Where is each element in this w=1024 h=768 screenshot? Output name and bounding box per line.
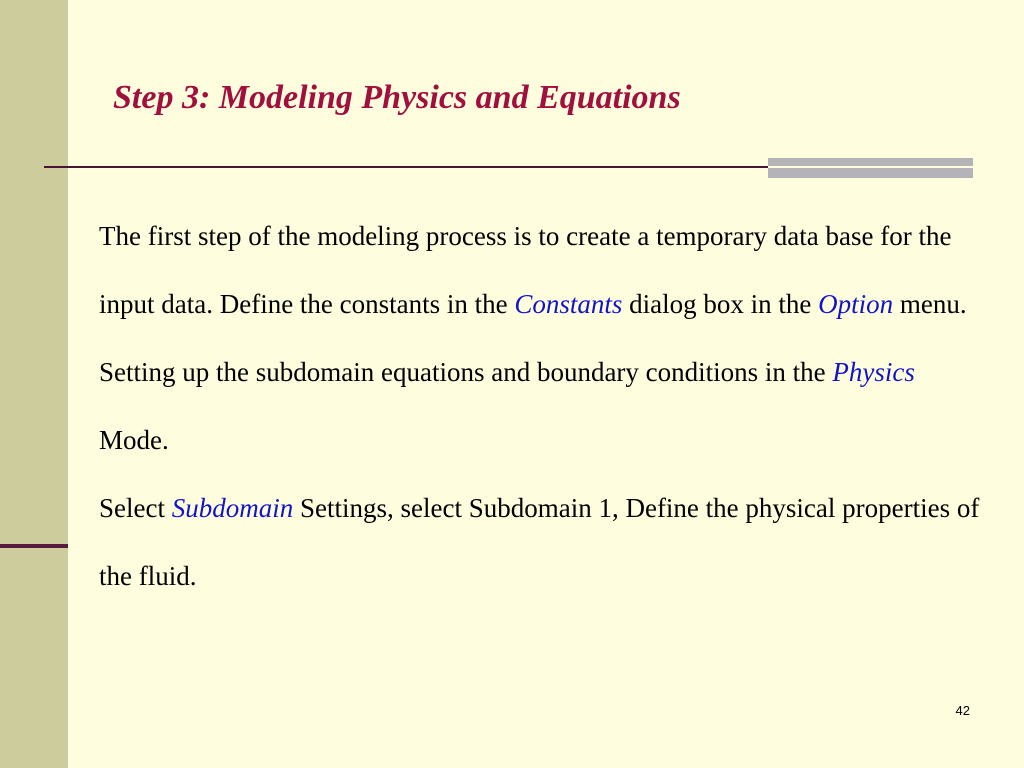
paragraph-text: The first step of the modeling process is to create a temporary data base for the input data. Define the constants in the — [99, 221, 952, 319]
constants-term: Constants — [514, 289, 623, 319]
paragraph-text: menu. — [893, 289, 967, 319]
title-divider-block — [768, 158, 973, 178]
left-accent-line — [0, 544, 68, 548]
paragraph-text: Setting up the subdomain equations and boundary conditions in the — [99, 357, 833, 387]
paragraph-text: Mode. — [99, 425, 169, 455]
physics-term: Physics — [832, 357, 915, 387]
paragraph-constants — [99, 202, 989, 338]
slide-title: Step 3: Modeling Physics and Equations — [113, 79, 681, 116]
page-number: 42 — [955, 703, 970, 718]
paragraph-text: Settings, select Subdomain 1, Define the physical properties of the fluid. — [99, 493, 980, 591]
paragraph-physics — [99, 338, 989, 474]
paragraph-text: dialog box in the — [622, 289, 819, 319]
slide-body — [99, 202, 989, 610]
subdomain-term: Subdomain — [171, 493, 294, 523]
paragraph-text: Select — [99, 493, 172, 523]
option-term: Option — [818, 289, 894, 319]
paragraph-subdomain — [99, 474, 989, 610]
left-sidebar-bar — [0, 0, 68, 768]
